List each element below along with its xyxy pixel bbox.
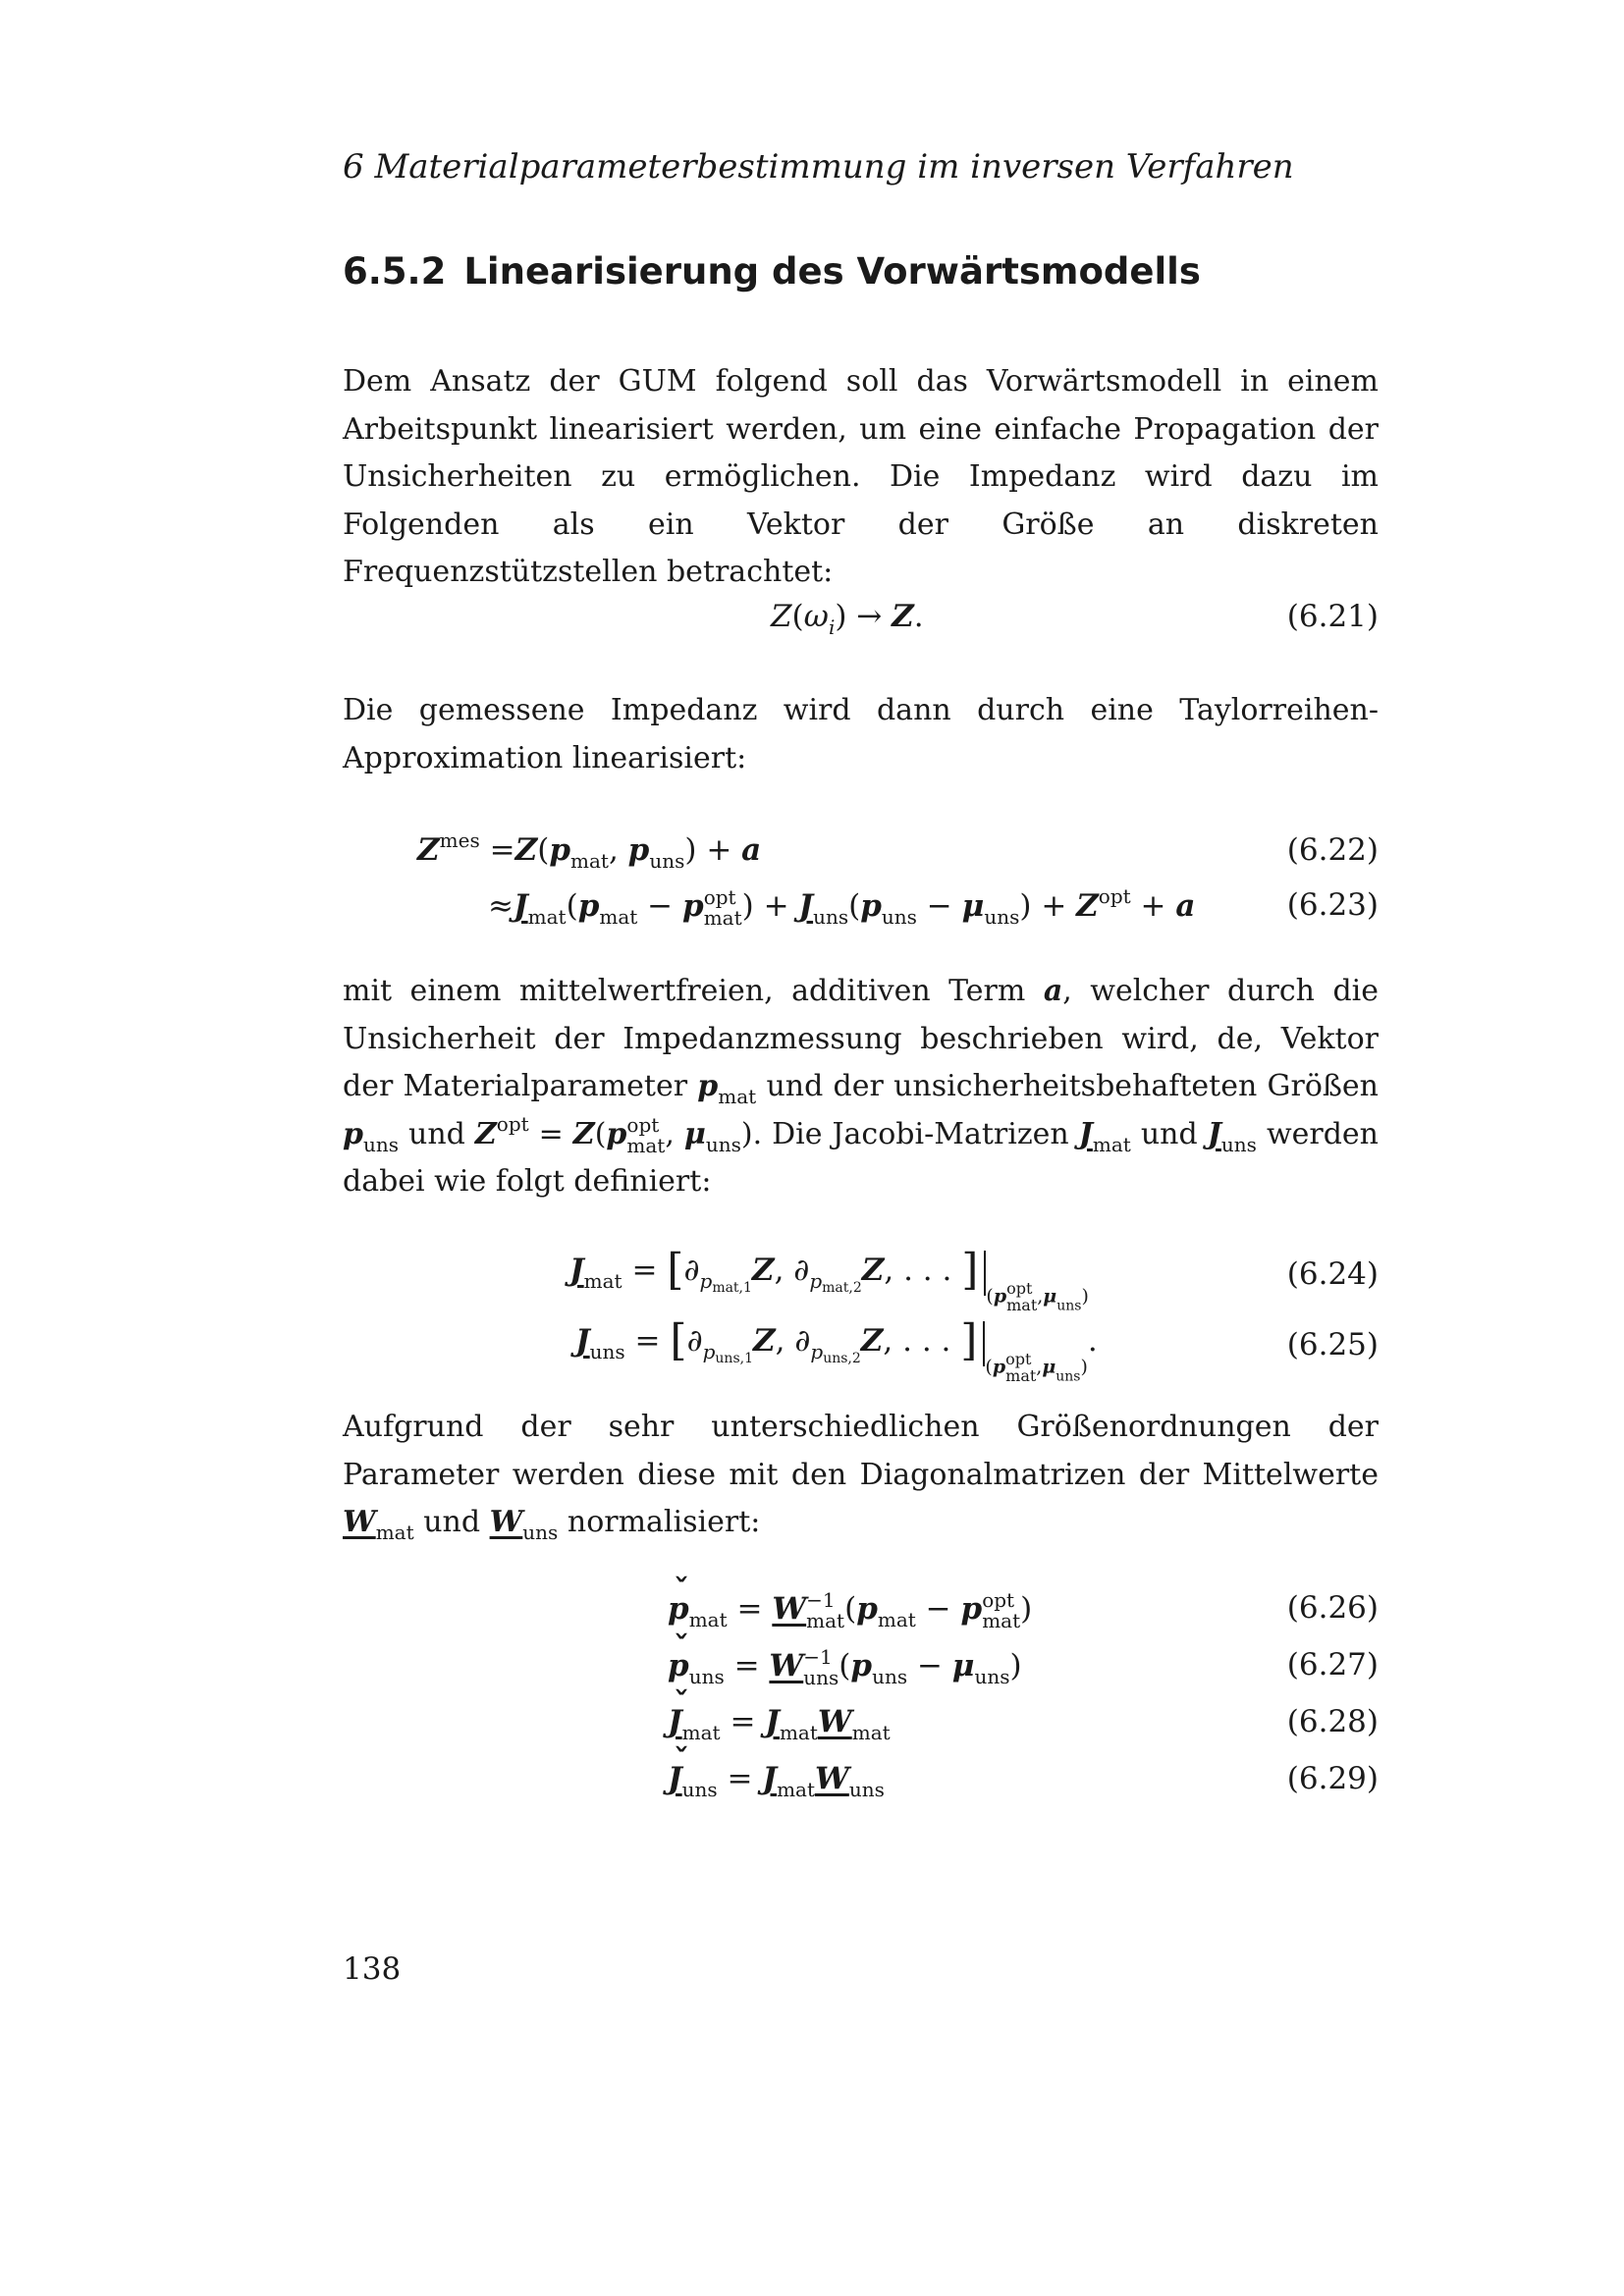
paragraph-terms: mit einem mittelwertfreien, additiven Term a, welcher durch die Unsicherheit der Impedanzmessung beschrieben wird, de, Vektor der Materialparameter $p_{mat}$ und der unsicherheitsbehafteten Größen $p_{uns}$ und $Z^{opt} = Z(p$ opt mat , $\mu_{uns}$). Die Jacobi-Matrizen $J_{mat}$ und $J_{uns}$ werden dabei wie folgt definiert: [343,974,1379,1199]
equation-number: (6.27) [1286,1647,1379,1682]
paragraph-text: , welcher durch die Unsicherheit der Impedanzmessung beschrieben wird, de, Vektor der Materialparameter [343,974,1379,1103]
equation-6-29: ˇ $J_{uns} = J_{mat}W_{uns}$ [668,1761,885,1796]
running-head: 6 Materialparameterbestimmung im inversen Verfahren [343,147,1294,187]
equation-6-25: $J_{uns} = [\partial_{p_{uns,1}}Z$, $\partial_{p_{uns,2}}Z$, . . . ](p opt mat $,\mu_{uns}$). [575,1315,1098,1385]
paragraph-intro: Dem Ansatz der GUM folgend soll das Vorwärtsmodell in einem Arbeitspunkt linearisiert werden, um eine einfache Propagation der Unsicherheiten zu ermöglichen. Die Impedanz wird dazu im Folgenden als ein Vektor der Größe an diskreten Frequenzstützstellen betrachtet: [343,364,1379,589]
equation-6-26: ˇ $p_{mat} = W$ −1 mat ($p_{mat} - p$ opt mat ) [668,1590,1032,1630]
paragraph-text: und [408,1116,465,1151]
paragraph-taylor: Die gemessene Impedanz wird dann durch eine Taylorreihen-Approximation linearisiert: [343,693,1379,775]
equation-number: (6.26) [1286,1590,1379,1626]
page-number: 138 [343,1951,402,1987]
equation-number: (6.21) [1286,599,1379,634]
paragraph-text: normalisiert: [567,1505,761,1539]
equation-number: (6.25) [1286,1327,1379,1362]
equation-6-24: $J_{mat} = [\partial_{p_{mat,1}}Z$, $\partial_{p_{mat,2}}Z$, . . . ](p opt mat $,\mu_{uns}$) [569,1245,1089,1314]
equation-6-21: $Z(\omega_i) \to Z$. [771,599,924,639]
paragraph-text: und [1140,1116,1198,1151]
section-number: 6.5.2 [343,250,447,293]
section-title: Linearisierung des Vorwärtsmodells [463,250,1201,293]
section-heading [343,250,1201,293]
equation-number: (6.29) [1286,1761,1379,1796]
paragraph-normalisation: Aufgrund der sehr unterschiedlichen Größenordnungen der Parameter werden diese mit den Diagonalmatrizen der Mittelwerte $W_{mat}$ und $W_{uns}$ normalisiert: [343,1410,1379,1544]
paragraph-text: werden dabei wie folgt definiert: [343,1116,1379,1199]
equation-number: (6.22) [1286,832,1379,868]
paragraph-text: Aufgrund der sehr unterschiedlichen Größenordnungen der Parameter werden diese mit den Diagonalmatrizen der Mittelwerte [343,1410,1379,1492]
equation-number: (6.23) [1286,887,1379,923]
paragraph-text: und [423,1505,481,1539]
equation-6-27: ˇ $p_{uns} = W$ −1 uns $(p_{uns} - \mu_{uns})$ [668,1647,1022,1687]
paragraph-text: . Die Jacobi-Matrizen [752,1116,1069,1151]
equation-number: (6.28) [1286,1704,1379,1739]
equation-6-22: $Z^{mes} =Z(p_{mat}$, $p_{uns}) + a$ [417,828,762,873]
paragraph-text: und der unsicherheitsbehafteten Größen [766,1069,1379,1103]
paragraph-text: mit einem mittelwertfreien, additiven Term [343,974,1026,1008]
equation-6-28: ˇ $J_{mat} = J_{mat}W_{mat}$ [668,1704,891,1739]
equation-number: (6.24) [1286,1256,1379,1292]
equation-6-23: $\approx J_{mat}(p_{mat} - p$ opt mat ) + $J_{uns}(p_{uns} - \mu_{uns}) + Z^{opt} + a$ [488,884,1196,930]
